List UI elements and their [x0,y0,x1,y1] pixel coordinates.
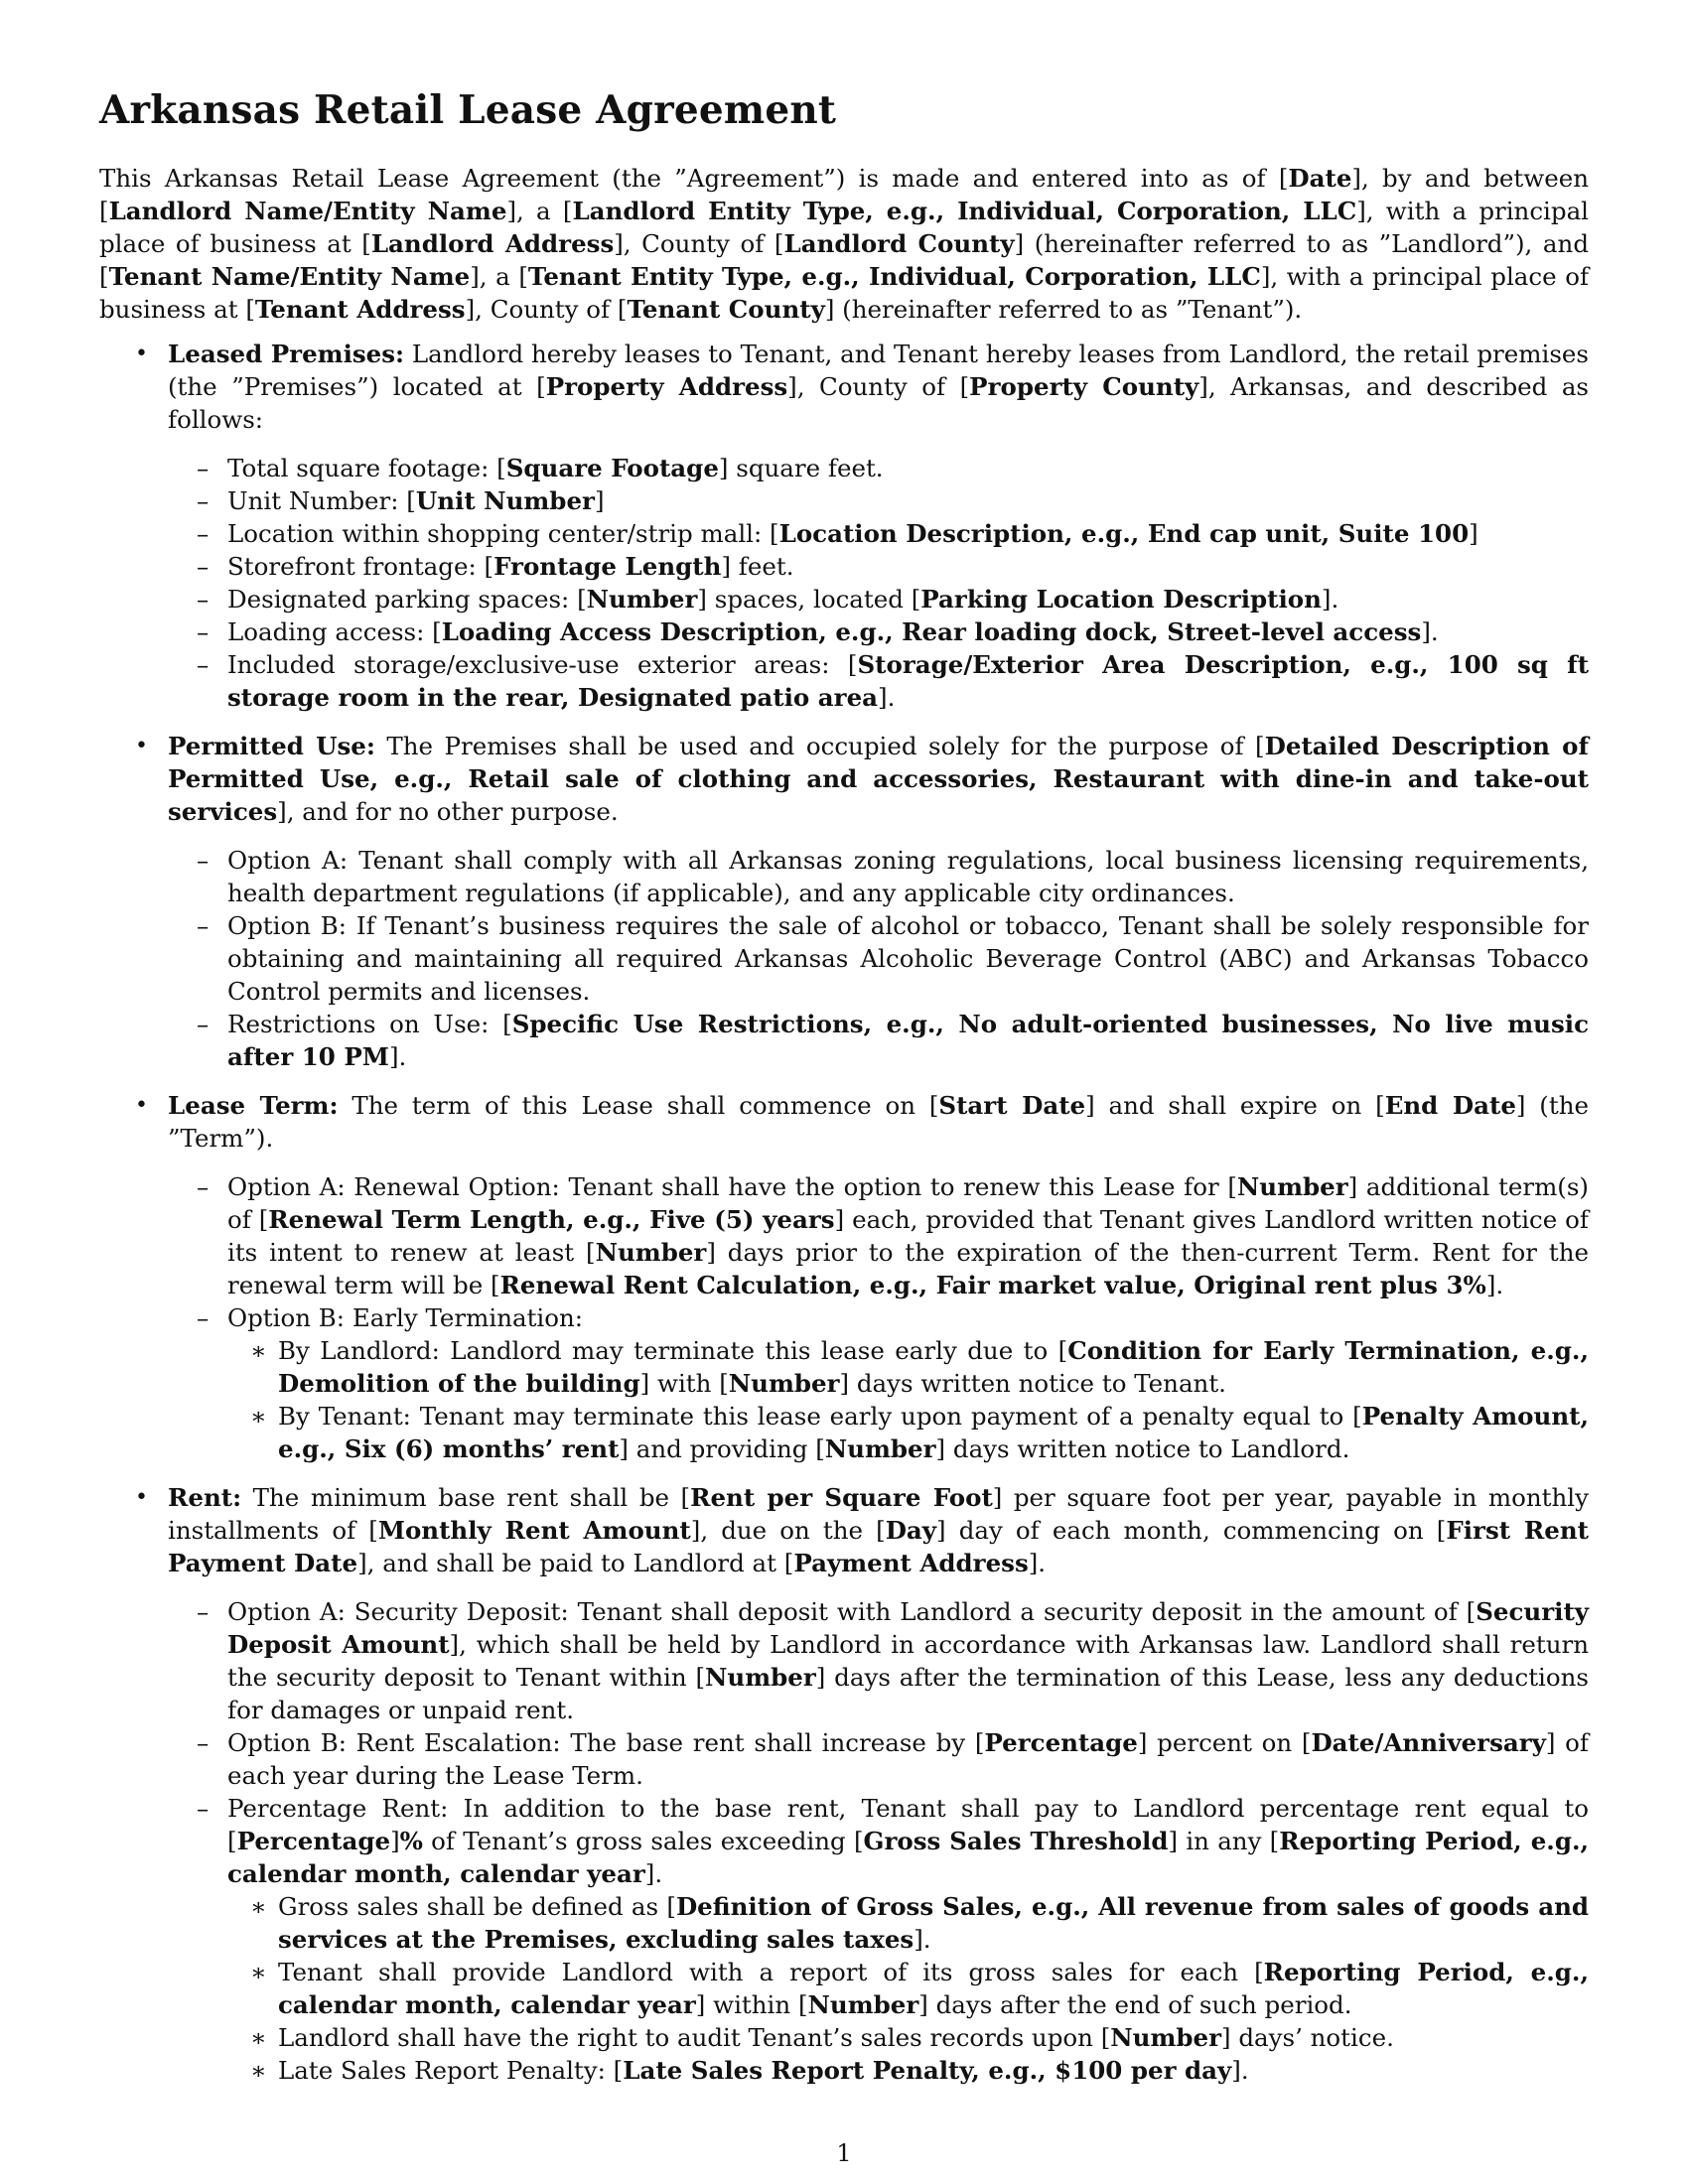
text-run: ], County of [ [614,229,784,258]
dash-icon: – [197,1303,210,1332]
sub-list [168,1170,1589,1465]
sub-sub-item [227,1890,1589,1956]
text-run: ] percent on [ [1137,1728,1312,1757]
placeholder-field: Specific Use Restrictions, e.g., No adult-oriented businesses, No live music after 10 PM [227,1010,1590,1071]
placeholder-field: Number [595,1238,707,1267]
text-run: ], which shall be held by Landlord in accordance with Arkansas law. Landlord shall return the security deposit to Tenant within [ [227,1630,1589,1692]
placeholder-field: Monthly Rent Amount [377,1516,691,1545]
item-text [227,552,793,581]
text-run: ]. [1028,1549,1047,1577]
placeholder-field: Date/Anniversary [1311,1728,1546,1757]
placeholder-field: Percentage [236,1827,391,1855]
sub-item [168,484,1589,517]
sub-sub-item [227,2054,1589,2087]
placeholder-field: Tenant Name/Entity Name [108,262,471,291]
text-run: ] days written notice to Landlord. [935,1434,1350,1463]
placeholder-field: Landlord Address [370,229,615,258]
item-text [227,1794,1589,1888]
placeholder-field: Rent per Square Foot [690,1483,993,1512]
text-run: ]. [1231,2056,1249,2085]
sub-sub-item [227,1334,1589,1400]
text-run: The term of this Lease shall commence on [ [338,1091,939,1120]
item-text [227,1728,1589,1790]
text-run: ] days written notice to Tenant. [839,1369,1226,1398]
placeholder-field: Square Footage [505,454,719,482]
text-run: ], County of [ [465,295,628,324]
item-text [227,1172,1589,1299]
text-run: ] days’ notice. [1221,2023,1394,2052]
text-run: ]. [1421,617,1439,646]
text-run: By Tenant: Tenant may terminate this lease early upon payment of a penalty equal to [ [278,1402,1362,1431]
text-run: ]. [388,1042,407,1071]
placeholder-field: Tenant Entity Type, e.g., Individual, Corporation, LLC [527,262,1261,291]
text-run: Location within shopping center/strip mall: [ [227,519,779,548]
placeholder-field: Start Date [938,1091,1086,1120]
placeholder-field: Tenant County [627,295,825,324]
item-text [278,1892,1589,1954]
sub-item [168,583,1589,615]
placeholder-field: Percentage [984,1728,1138,1757]
sub-item [168,1301,1589,1465]
placeholder-field: Number [807,1990,919,2019]
item-text [227,486,605,515]
item-text [227,519,1478,548]
item-text [278,1402,1589,1463]
text-run: Option B: If Tenant’s business requires the sale of alcohol or tobacco, Tenant shall be solely responsible for obtaining and maintaining all required Arkansas Alcoholic Beverage Control (ABC) and Arkansas Tobacco Control permits and licenses. [227,911,1589,1006]
placeholder-field: Leased Premises: [168,340,405,368]
text-run: ] [594,486,605,515]
text-run: of Tenant’s gross sales exceeding [ [422,1827,864,1855]
dash-icon: – [197,1172,210,1201]
section-item [99,338,1589,714]
bullet-icon: • [135,1093,148,1118]
text-run: Percentage Rent: In addition to the base rent, Tenant shall pay to Landlord percentage rent equal to [ [227,1794,1589,1855]
text-run: Option A: Tenant shall comply with all Arkansas zoning regulations, local business licensing requirements, health department regulations (if applicable), and any applicable city ordinances. [227,846,1589,907]
dash-icon: – [197,911,210,940]
text-run: ] (the ”Term”). [168,1091,1589,1153]
placeholder-field: Definition of Gross Sales, e.g., All revenue from sales of goods and services at the Premises, excluding sales taxes [278,1892,1590,1954]
placeholder-field: Frontage Length [493,552,722,581]
text-run: ] additional term(s) of [ [227,1172,1589,1234]
text-run: ] with [ [639,1369,729,1398]
item-text [168,340,1589,434]
text-run: Storefront frontage: [ [227,552,494,581]
placeholder-field: Renewal Rent Calculation, e.g., Fair market value, Original rent plus 3% [499,1271,1486,1299]
text-run: ], due on the [ [690,1516,886,1545]
sub-item [168,1726,1589,1792]
text-run: ] and providing [ [619,1434,825,1463]
placeholder-field: First Rent Payment Date [168,1516,1589,1577]
sub-list [168,1595,1589,2087]
text-run: ] (hereinafter referred to as ”Landlord”), and [ [99,229,1590,291]
placeholder-field: Number [728,1369,840,1398]
placeholder-field: Landlord County [783,229,1015,258]
sub-item [168,452,1589,484]
text-run: ]. [878,683,896,712]
text-run: ] (hereinafter referred to as ”Tenant”). [824,295,1303,324]
text-run: ], a [ [506,197,573,225]
sub-sub-item [227,2021,1589,2054]
dash-icon: – [197,1010,210,1038]
text-run: ], by and between [ [99,164,1589,225]
text-run: Included storage/exclusive-use exterior areas: [ [227,650,858,679]
text-run: ]. [1321,585,1339,614]
placeholder-field: Landlord Entity Type, e.g., Individual, Corporation, LLC [572,197,1357,225]
sub-sub-list [227,1890,1589,2087]
placeholder-field: Parking Location Description [920,585,1322,614]
sub-item [168,615,1589,648]
section-item [99,1481,1589,2087]
asterisk-icon: ∗ [250,1402,267,1431]
text-run: ], with a principal place of business at [ [99,197,1590,258]
placeholder-field: Reporting Period, e.g., calendar month, calendar year [278,1958,1589,2019]
text-run: ], and for no other purpose. [277,797,619,826]
text-run: Landlord hereby leases to Tenant, and Tenant hereby leases from Landlord, the retail premises (the ”Premises”) located at [ [168,340,1589,401]
placeholder-field: Landlord Name/Entity Name [108,197,507,225]
text-run: Late Sales Report Penalty: [ [278,2056,624,2085]
placeholder-field: Renewal Term Length, e.g., Five (5) years [268,1205,835,1234]
sub-list [168,844,1589,1073]
sub-item [168,517,1589,550]
asterisk-icon: ∗ [250,1958,267,1986]
placeholder-field: Gross Sales Threshold [863,1827,1169,1855]
placeholder-field: Penalty Amount, e.g., Six (6) months’ rent [278,1402,1589,1463]
bullet-icon: • [135,341,148,366]
placeholder-field: Tenant Address [254,295,466,324]
dash-icon: – [197,552,210,581]
item-text [278,1336,1589,1398]
item-text [278,2056,1249,2085]
text-run: ] feet. [721,552,794,581]
bullet-icon: • [135,1485,148,1510]
placeholder-field: Loading Access Description, e.g., Rear loading dock, Street-level access [441,617,1422,646]
sub-item [168,909,1589,1008]
placeholder-field: Day [885,1516,937,1545]
placeholder-field: % [399,1827,423,1855]
page-number: 1 [836,2139,852,2167]
placeholder-field: Security Deposit Amount [227,1597,1589,1659]
section-item [99,1089,1589,1465]
placeholder-field: Number [1236,1172,1348,1201]
dash-icon: – [197,454,210,482]
item-text [278,1958,1589,2019]
text-run: ] days after the end of such period. [918,1990,1352,2019]
item-text [227,617,1439,646]
text-run: ] within [ [695,1990,808,2019]
placeholder-field: Number [1110,2023,1222,2052]
text-run: Unit Number: [ [227,486,416,515]
item-text [227,846,1589,907]
sub-item [168,550,1589,583]
text-run: Total square footage: [ [227,454,506,482]
asterisk-icon: ∗ [250,2023,267,2052]
text-run: Option A: Renewal Option: Tenant shall have the option to renew this Lease for [ [227,1172,1237,1201]
sub-item [168,1595,1589,1726]
placeholder-field: Property Address [545,372,788,401]
text-run: ], County of [ [787,372,970,401]
placeholder-field: Rent: [168,1483,242,1512]
placeholder-field: Storage/Exterior Area Description, e.g., 100 sq ft storage room in the rear, Designated patio area [227,650,1590,712]
placeholder-field: Number [824,1434,936,1463]
text-run: ] day of each month, commencing on [ [936,1516,1447,1545]
dash-icon: – [197,1597,210,1626]
sub-item [168,1170,1589,1301]
placeholder-field: Date [1288,164,1352,193]
sub-list [168,452,1589,714]
text-run: ]. [644,1859,663,1888]
text-run: Restrictions on Use: [ [227,1010,512,1038]
placeholder-field: Property County [969,372,1199,401]
item-text [227,585,1338,614]
text-run: ]. [1485,1271,1504,1299]
text-run: ], a [ [470,262,528,291]
sub-item [168,1792,1589,2087]
placeholder-field: Reporting Period, e.g., calendar month, calendar year [227,1827,1590,1888]
asterisk-icon: ∗ [250,1892,267,1921]
text-run: Tenant shall provide Landlord with a report of its gross sales for each [ [278,1958,1264,1986]
text-run: ], with a principal place of business at [ [99,262,1590,324]
dash-icon: – [197,650,210,679]
dash-icon: – [197,585,210,614]
item-text [168,732,1589,826]
text-run: ] of each year during the Lease Term. [227,1728,1589,1790]
placeholder-field: Permitted Use: [168,732,375,760]
placeholder-field: Number [705,1663,816,1692]
text-run: Landlord shall have the right to audit Tenant’s sales records upon [ [278,2023,1111,2052]
placeholder-field: Lease Term: [168,1091,339,1120]
text-run: ] [1469,519,1478,548]
sub-sub-list [227,1334,1589,1465]
dash-icon: – [197,846,210,875]
section-list [99,338,1589,2103]
text-run: Designated parking spaces: [ [227,585,587,614]
placeholder-field: Detailed Description of Permitted Use, e.g., Retail sale of clothing and accessories, Restaurant with dine-in and take-out services [168,732,1590,826]
item-text [227,650,1589,712]
text-run: ] days prior to the expiration of the then-current Term. Rent for the renewal term will be [ [227,1238,1589,1299]
text-run: ]. [914,1925,931,1954]
placeholder-field: Unit Number [415,486,595,515]
text-run: ] spaces, located [ [697,585,921,614]
placeholder-field: Payment Address [793,1549,1029,1577]
text-run: ] square feet. [718,454,884,482]
intro-paragraph [99,162,1589,326]
item-text [168,1483,1589,1577]
item-text [227,1303,583,1332]
text-run: The Premises shall be used and occupied solely for the purpose of [ [374,732,1265,760]
sub-item [168,844,1589,909]
item-text [227,1597,1589,1724]
item-text [168,1091,1589,1153]
text-run: ] each, provided that Tenant gives Landlord written notice of its intent to renew at least [ [227,1205,1589,1267]
text-run: ], and shall be paid to Landlord at [ [357,1549,794,1577]
text-run: Gross sales shall be defined as [ [278,1892,676,1921]
text-run: By Landlord: Landlord may terminate this lease early due to [ [278,1336,1068,1365]
text-run: Loading access: [ [227,617,442,646]
sub-sub-item [227,1956,1589,2021]
placeholder-field: Location Description, e.g., End cap unit, Suite 100 [778,519,1470,548]
text-run: ] per square foot per year, payable in monthly installments of [ [168,1483,1589,1545]
dash-icon: – [197,1794,210,1823]
placeholder-field: Condition for Early Termination, e.g., Demolition of the building [278,1336,1589,1398]
asterisk-icon: ∗ [250,2056,267,2085]
bullet-icon: • [135,734,148,758]
text-run: Option B: Early Termination: [227,1303,584,1332]
item-text [227,454,884,482]
dash-icon: – [197,519,210,548]
sub-sub-item [227,1400,1589,1465]
dash-icon: – [197,1728,210,1757]
text-run: ], Arkansas, and described as follows: [168,372,1589,434]
sub-item [168,1008,1589,1073]
text-run: The minimum base rent shall be [ [241,1483,691,1512]
item-text [227,1010,1589,1071]
text-run: ] and shall expire on [ [1085,1091,1385,1120]
text-run: This Arkansas Retail Lease Agreement (the ”Agreement”) is made and entered into as of [ [99,164,1289,193]
text-run: ] days after the termination of this Lease, less any deductions for damages or unpaid rent. [227,1663,1589,1724]
sub-item [168,648,1589,714]
placeholder-field: End Date [1384,1091,1516,1120]
item-text [278,2023,1394,2052]
text-run: Option A: Security Deposit: Tenant shall deposit with Landlord a security deposit in the amount of [ [227,1597,1477,1626]
text-run: Option B: Rent Escalation: The base rent shall increase by [ [227,1728,985,1757]
section-item [99,730,1589,1073]
text-run: ] [390,1827,400,1855]
text-run: ] in any [ [1168,1827,1280,1855]
asterisk-icon: ∗ [250,1336,267,1365]
placeholder-field: Late Sales Report Penalty, e.g., $100 per day [623,2056,1232,2085]
dash-icon: – [197,617,210,646]
placeholder-field: Number [586,585,698,614]
dash-icon: – [197,486,210,515]
document-title: Arkansas Retail Lease Agreement [99,87,837,133]
item-text [227,911,1589,1006]
